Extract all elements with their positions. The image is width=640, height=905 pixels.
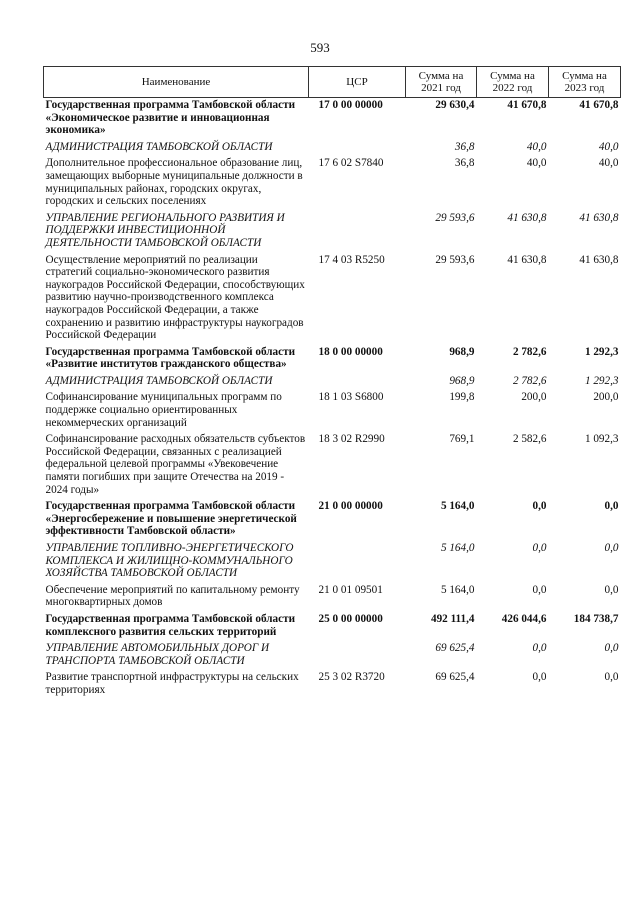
- header-sum-2021: Сумма на 2021 год: [406, 67, 477, 98]
- row-sum-2022: 41 670,8: [507, 99, 547, 111]
- row-sum-2021: 5 164,0: [440, 500, 475, 513]
- row-name: Развитие транспортной инфраструктуры на сельских территориях: [45, 671, 299, 696]
- row-name: АДМИНИСТРАЦИЯ ТАМБОВСКОЙ ОБЛАСТИ: [45, 140, 273, 153]
- row-code: 17 4 03 R5250: [318, 253, 385, 266]
- row-sum-2021: 29 593,6: [435, 211, 475, 224]
- agency-row: [44, 140, 621, 157]
- row-sum-2023: 0,0: [604, 500, 619, 513]
- header-sum-2023: Сумма на 2023 год: [549, 67, 621, 98]
- row-code: [309, 140, 406, 157]
- program-row: [44, 345, 621, 374]
- program-row: [44, 98, 621, 140]
- row-sum-2021: 968,9: [449, 345, 475, 358]
- row-sum-2021: 492 111,4: [430, 612, 475, 625]
- row-sum-2023: 0,0: [604, 583, 619, 596]
- row-code: 21 0 01 09501: [318, 583, 383, 596]
- row-sum-2022: 2 782,6: [512, 374, 547, 387]
- row-name: Обеспечение мероприятий по капитальному ремонту многоквартирных домов: [45, 583, 300, 609]
- row-sum-2021: 29 593,6: [435, 253, 475, 266]
- row-sum-2021: 968,9: [449, 374, 475, 387]
- row-sum-2022: 40,0: [526, 157, 547, 170]
- row-sum-2023: 0,0: [604, 542, 619, 554]
- row-code: [309, 641, 406, 670]
- row-sum-2021: 36,8: [454, 140, 475, 153]
- table-body: [44, 98, 621, 700]
- row-sum-2022: 0,0: [532, 671, 547, 684]
- agency-row: [44, 641, 621, 670]
- table-row: [44, 432, 621, 499]
- row-sum-2023: 200,0: [593, 391, 619, 404]
- row-sum-2021: 29 630,4: [435, 99, 475, 111]
- row-name: Дополнительное профессиональное образование лиц, замещающих выборные муниципальные должности в муниципальных районах, городских округах, городских и сельских поселениях: [45, 157, 303, 208]
- row-sum-2021: 5 164,0: [440, 542, 475, 554]
- row-sum-2022: 0,0: [532, 642, 547, 655]
- header-code: ЦСР: [309, 67, 406, 98]
- budget-table: [43, 66, 621, 700]
- table-row: [44, 156, 621, 210]
- row-code: 17 6 02 S7840: [318, 157, 384, 170]
- row-sum-2022: 41 630,8: [507, 253, 547, 266]
- table-row: [44, 583, 621, 612]
- agency-row: [44, 211, 621, 253]
- row-name: Государственная программа Тамбовской области «Энергосбережение и повышение энергетической эффективности Тамбовской области»: [45, 500, 297, 538]
- row-name: УПРАВЛЕНИЕ РЕГИОНАЛЬНОГО РАЗВИТИЯ И ПОДДЕРЖКИ ИНВЕСТИЦИОННОЙ ДЕЯТЕЛЬНОСТИ ТАМБОВСКОЙ ОБЛАСТИ: [45, 211, 285, 249]
- row-sum-2023: 40,0: [598, 140, 619, 153]
- row-name: Софинансирование муниципальных программ по поддержке социально ориентированных некоммерческих организаций: [45, 391, 282, 429]
- row-sum-2021: 769,1: [449, 433, 475, 446]
- table-row: [44, 253, 621, 345]
- row-sum-2023: 41 630,8: [579, 253, 619, 266]
- row-sum-2021: 199,8: [449, 391, 475, 404]
- row-code: 18 1 03 S6800: [318, 391, 384, 404]
- row-name: УПРАВЛЕНИЕ АВТОМОБИЛЬНЫХ ДОРОГ И ТРАНСПОРТА ТАМБОВСКОЙ ОБЛАСТИ: [45, 642, 270, 667]
- row-name: УПРАВЛЕНИЕ ТОПЛИВНО-ЭНЕРГЕТИЧЕСКОГО КОМПЛЕКСА И ЖИЛИЩНО-КОММУНАЛЬНОГО ХОЗЯЙСТВА ТАМБОВСКОЙ ОБЛАСТИ: [45, 542, 294, 580]
- row-code: 25 3 02 R3720: [318, 671, 385, 684]
- row-code: 18 3 02 R2990: [318, 433, 385, 446]
- row-sum-2023: 1 292,3: [584, 374, 619, 387]
- row-code: [309, 541, 406, 583]
- row-code: 17 0 00 00000: [318, 99, 383, 111]
- program-row: [44, 499, 621, 541]
- row-sum-2022: 0,0: [532, 583, 547, 596]
- table-row: [44, 390, 621, 432]
- row-sum-2022: 40,0: [526, 140, 547, 153]
- row-sum-2023: 40,0: [598, 157, 619, 170]
- row-name: Государственная программа Тамбовской области «Экономическое развитие и инновационная экономика»: [45, 99, 296, 137]
- row-sum-2023: 1 292,3: [584, 345, 619, 358]
- row-sum-2022: 0,0: [532, 500, 547, 513]
- table-header-row: [44, 67, 621, 98]
- row-sum-2023: 0,0: [604, 671, 619, 684]
- row-name: Софинансирование расходных обязательств субъектов Российской Федерации, связанных с реализацией федеральной целевой программы «Увековечение памяти погибших при защите Отечества на 2019 - 2024 годы»: [45, 433, 306, 496]
- agency-row: [44, 374, 621, 391]
- row-sum-2022: 2 582,6: [512, 433, 547, 446]
- row-code: 18 0 00 00000: [318, 345, 383, 358]
- row-name: Осуществление мероприятий по реализации стратегий социально-экономического развития наукоградов Российской Федерации, способствующих развитию научно-производственного комплекса наукоградов Российской Федерации, а также сохранению и развитию инфраструктуры наукоградов Российской Федерации: [45, 253, 305, 342]
- row-sum-2021: 36,8: [454, 157, 475, 170]
- table-row: [44, 670, 621, 699]
- row-code: 21 0 00 00000: [318, 500, 383, 513]
- header-sum-2022: Сумма на 2022 год: [477, 67, 549, 98]
- row-sum-2022: 0,0: [532, 542, 547, 554]
- row-name: Государственная программа Тамбовской области «Развитие институтов гражданского общества»: [45, 345, 296, 371]
- row-sum-2022: 200,0: [521, 391, 547, 404]
- page-number: 593: [310, 40, 330, 55]
- row-name: Государственная программа Тамбовской области комплексного развития сельских территорий: [45, 612, 296, 638]
- header-name: Наименование: [44, 67, 309, 98]
- row-code: 25 0 00 00000: [318, 612, 383, 625]
- row-code: [309, 211, 406, 253]
- row-sum-2023: 184 738,7: [573, 612, 619, 625]
- row-sum-2022: 2 782,6: [512, 345, 547, 358]
- agency-row: [44, 541, 621, 583]
- row-name: АДМИНИСТРАЦИЯ ТАМБОВСКОЙ ОБЛАСТИ: [45, 374, 273, 387]
- program-row: [44, 612, 621, 641]
- row-sum-2021: 69 625,4: [435, 642, 475, 655]
- row-sum-2022: 426 044,6: [501, 612, 547, 625]
- row-sum-2021: 5 164,0: [440, 583, 475, 596]
- row-sum-2023: 1 092,3: [584, 433, 619, 446]
- row-sum-2022: 41 630,8: [507, 211, 547, 224]
- row-code: [309, 374, 406, 391]
- row-sum-2021: 69 625,4: [435, 671, 475, 684]
- row-sum-2023: 41 630,8: [579, 211, 619, 224]
- row-sum-2023: 41 670,8: [579, 99, 619, 111]
- row-sum-2023: 0,0: [604, 642, 619, 655]
